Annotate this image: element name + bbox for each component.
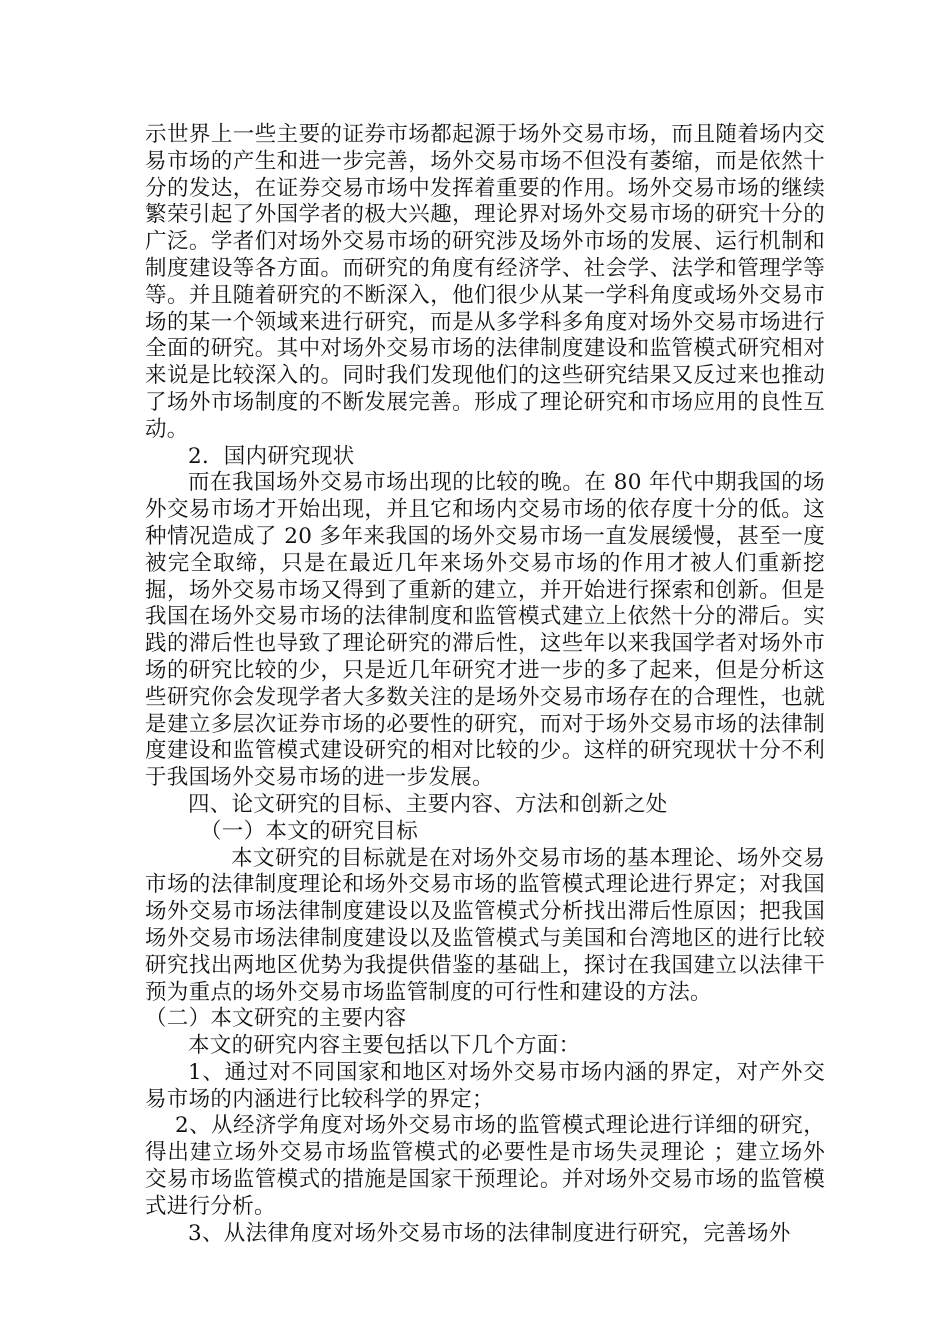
paragraph-content-intro: 本文的研究内容主要包括以下几个方面： [188,1033,581,1059]
list-item-2: 2、从经济学角度对场外交易市场的监管模式理论进行详细的研究，得出建立场外交易市场监管模式的必要性是市场失灵理论 ；建立场外交易市场监管模式的措施是国家干预理论。并对场外交易市场的监管模式进行分析。 [145,1113,825,1219]
subheading-main-content: （二）本文研究的主要内容 [145,1006,407,1032]
paragraph-research-goal: 本文研究的目标就是在对场外交易市场的基本理论、场外交易市场的法律制度理论和场外交易市场的监管模式理论进行界定；对我国场外交易市场法律制度建设以及监管模式分析找出滞后性原因；把我国场外交易市场法律制度建设以及监管模式与美国和台湾地区的进行比较研究找出两地区优势为我提供借鉴的基础上，探讨在我国建立以法律干预为重点的场外交易市场监管制度的可行性和建设的方法。 [145,845,825,1005]
paragraph-domestic-research: 而在我国场外交易市场出现的比较的晚。在 80 年代中期我国的场外交易市场才开始出现，并且它和场内交易市场的依存度十分的低。这种情况造成了 20 多年来我国的场外交易市场一直发展缓慢，甚至一度被完全取缔，只是在最近几年来场外交易市场的作用才被人们重新挖掘，场外交易市场又得到了重新的建立，并开始进行探索和创新。但是我国在场外交易市场的法律制度和监管模式建立上依然十分的滞后。实践的滞后性也导致了理论研究的滞后性，这些年以来我国学者对场外市场的研究比较的少，只是近几年研究才进一步的多了起来，但是分析这些研究你会发现学者大多数关注的是场外交易市场存在的合理性，也就是建立多层次证券市场的必要性的研究，而对于场外交易市场的法律制度建设和监管模式建设研究的相对比较的少。这样的研究现状十分不利于我国场外交易市场的进一步发展。 [145,470,825,791]
subheading-research-goal: （一）本文的研究目标 [200,818,419,844]
section-heading-goals-content-methods: 四、论文研究的目标、主要内容、方法和创新之处 [188,791,668,817]
document-body [145,122,825,1247]
list-item-1: 1、通过对不同国家和地区对场外交易市场内涵的界定，对产外交易市场的内涵进行比较科学的界定； [145,1059,825,1112]
paragraph-foreign-research: 示世界上一些主要的证券市场都起源于场外交易市场，而且随着场内交易市场的产生和进一步完善，场外交易市场不但没有萎缩，而是依然十分的发达，在证券交易市场中发挥着重要的作用。场外交易市场的继续繁荣引起了外国学者的极大兴趣，理论界对场外交易市场的研究十分的广泛。学者们对场外交易市场的研究涉及场外市场的发展、运行机制和制度建设等各方面。而研究的角度有经济学、社会学、法学和管理学等等。并且随着研究的不断深入，他们很少从某一学科角度或场外交易市场的某一个领域来进行研究，而是从多学科多角度对场外交易市场进行全面的研究。其中对场外交易市场的法律制度建设和监管模式研究相对来说是比较深入的。同时我们发现他们的这些研究结果又反过来也推动了场外市场制度的不断发展完善。形成了理论研究和市场应用的良性互动。 [145,122,825,442]
heading-domestic-research: 2．国内研究现状 [188,443,355,469]
list-item-3: 3、从法律角度对场外交易市场的法律制度进行研究，完善场外 [188,1220,791,1246]
